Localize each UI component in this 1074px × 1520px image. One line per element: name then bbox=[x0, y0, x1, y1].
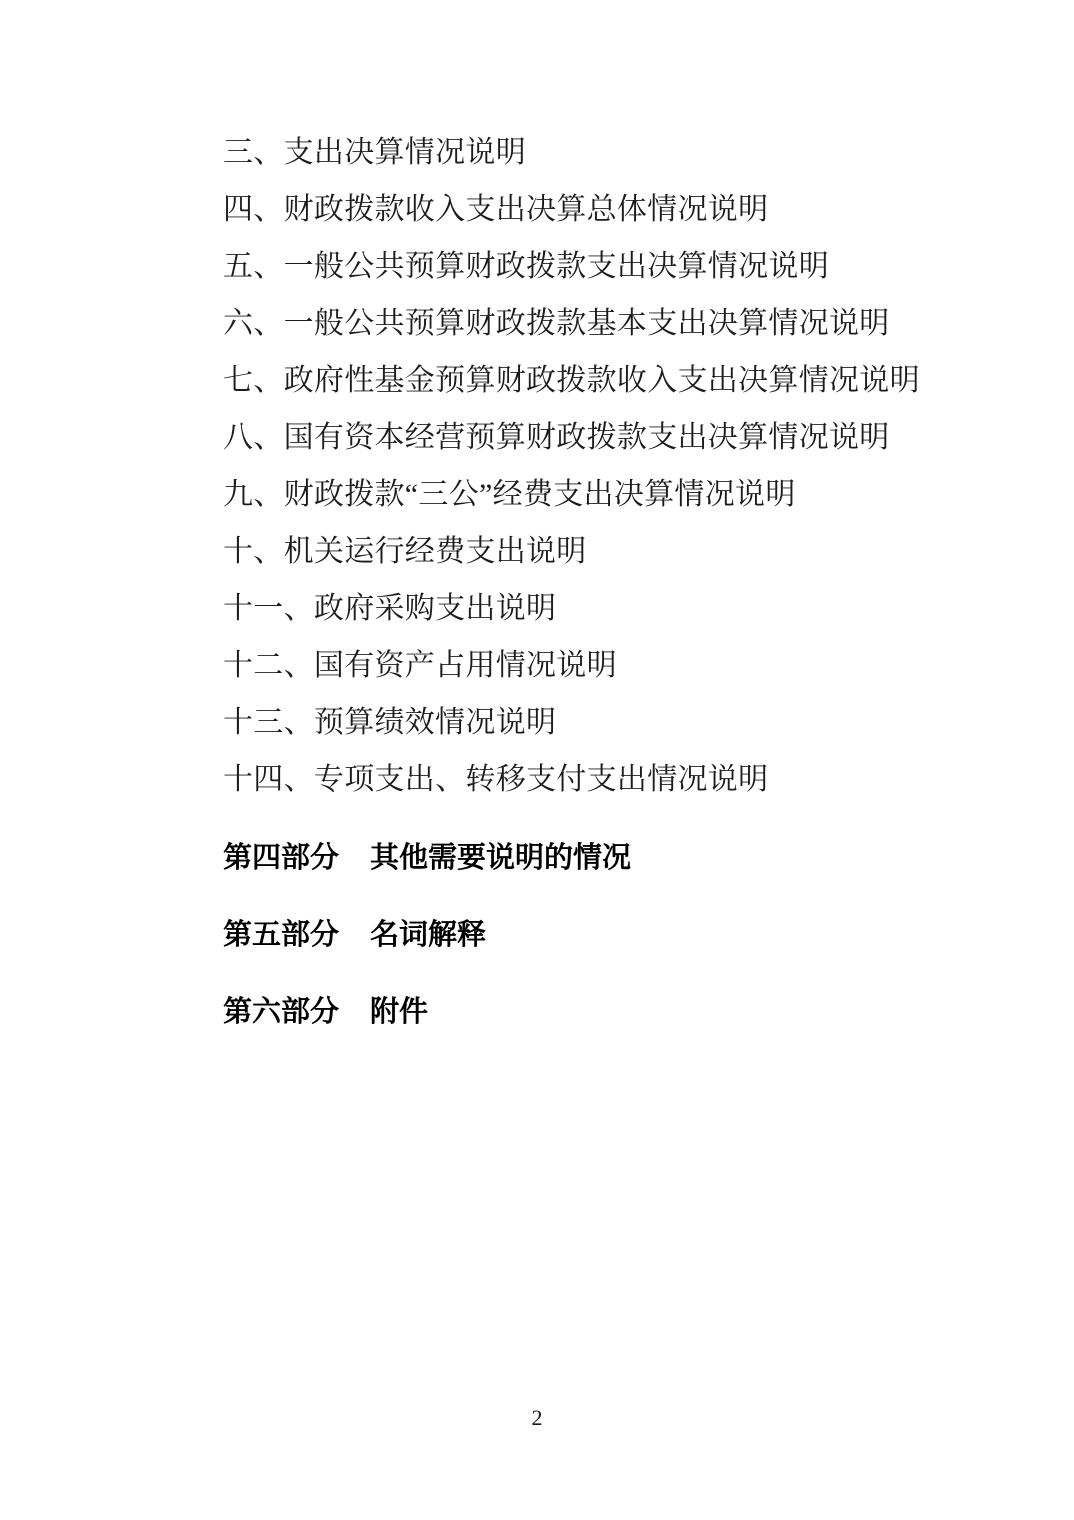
table-of-contents bbox=[223, 124, 920, 808]
section-heading-list bbox=[223, 820, 631, 1051]
toc-item: 五、一般公共预算财政拨款支出决算情况说明 bbox=[223, 250, 829, 283]
toc-item: 十三、预算绩效情况说明 bbox=[223, 706, 557, 739]
toc-item: 七、政府性基金预算财政拨款收入支出决算情况说明 bbox=[223, 364, 920, 397]
section-title: 名词解释 bbox=[370, 919, 487, 951]
section-part-label: 第四部分 bbox=[223, 842, 340, 874]
toc-item: 六、一般公共预算财政拨款基本支出决算情况说明 bbox=[223, 307, 890, 340]
section-title: 附件 bbox=[370, 996, 429, 1028]
toc-item: 九、财政拨款“三公”经费支出决算情况说明 bbox=[223, 478, 796, 511]
section-part-label: 第六部分 bbox=[223, 996, 340, 1028]
toc-item: 十、机关运行经费支出说明 bbox=[223, 535, 587, 568]
toc-item: 八、国有资本经营预算财政拨款支出决算情况说明 bbox=[223, 421, 890, 454]
section-heading bbox=[223, 974, 631, 1051]
toc-item: 四、财政拨款收入支出决算总体情况说明 bbox=[223, 193, 769, 226]
section-heading bbox=[223, 897, 631, 974]
section-heading bbox=[223, 820, 631, 897]
toc-item: 三、支出决算情况说明 bbox=[223, 136, 526, 169]
page-number: 2 bbox=[531, 1405, 543, 1430]
section-part-label: 第五部分 bbox=[223, 919, 340, 951]
toc-item: 十四、专项支出、转移支付支出情况说明 bbox=[223, 763, 769, 796]
section-title: 其他需要说明的情况 bbox=[370, 842, 632, 874]
toc-item: 十二、国有资产占用情况说明 bbox=[223, 649, 617, 682]
toc-item: 十一、政府采购支出说明 bbox=[223, 592, 557, 625]
